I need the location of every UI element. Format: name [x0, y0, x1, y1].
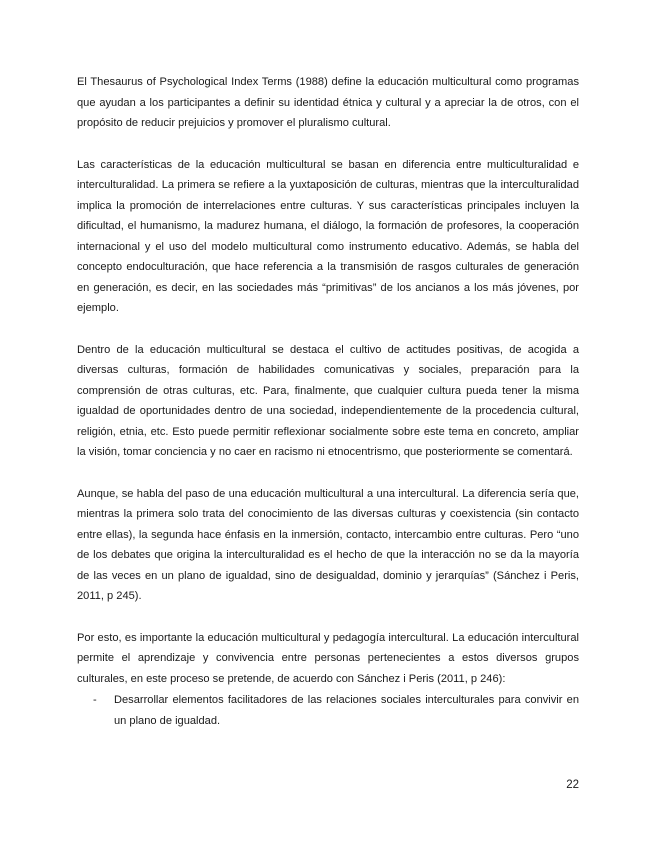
list-item	[77, 690, 579, 731]
objectives-list	[77, 690, 579, 731]
paragraph-positive-attitudes: Dentro de la educación multicultural se destaca el cultivo de actitudes positivas, de acogida a diversas culturas, formación de habilidades comunicativas y sociales, preparación para la comprensión de otras culturas, etc. Para, finalmente, que cualquier cultura pueda tener la misma igualdad de oportunidades dentro de una sociedad, independientemente de la procedencia cultural, religión, etnia, etc. Esto puede permitir reflexionar socialmente sobre este tema en concreto, ampliar la visión, tomar conciencia y no caer en racismo ni etnocentrismo, que posteriormente se comentará.	[77, 343, 579, 458]
paragraph-intercultural-importance: Por esto, es importante la educación multicultural y pedagogía intercultural. La educación intercultural permite el aprendizaje y convivencia entre personas pertenecientes a estos diversos grupos culturales, en este proceso se pretende, de acuerdo con Sánchez i Peris (2011, p 246):	[77, 631, 579, 685]
page-number: 22	[566, 779, 579, 791]
list-item-text: Desarrollar elementos facilitadores de las relaciones sociales interculturales para convivir en un plano de igualdad.	[114, 694, 579, 727]
paragraph-intercultural-shift: Aunque, se habla del paso de una educación multicultural a una intercultural. La diferencia sería que, mientras la primera solo trata del conocimiento de las diversas culturas y coexistencia (sin contacto entre ellas), la segunda hace énfasis en la inmersión, contacto, intercambio entre culturas. Pero “uno de los debates que origina la interculturalidad es el hecho de que la interacción no se da la mayoría de las veces en un plano de igualdad, sino de desigualdad, dominio y jerarquías” (Sánchez i Peris, 2011, p 245).	[77, 487, 579, 602]
paragraph-thesaurus-definition: El Thesaurus of Psychological Index Terms (1988) define la educación multicultural como programas que ayudan a los participantes a definir su identidad étnica y cultural y a apreciar la de otros, con el propósito de reducir prejuicios y promover el pluralismo cultural.	[77, 76, 579, 129]
page-body	[77, 72, 579, 731]
paragraph-multicultural-characteristics: Las características de la educación multicultural se basan en diferencia entre multiculturalidad e interculturalidad. La primera se refiere a la yuxtaposición de culturas, mientras que la interculturalidad implica la promoción de interrelaciones entre culturas. Y sus características principales incluyen la dificultad, el humanismo, la madurez humana, el diálogo, la formación de profesores, la cooperación internacional y el uso del modelo multicultural como instrumento educativo. Además, se habla del concepto endoculturación, que hace referencia a la transmisión de rasgos culturales de generación en generación, es decir, en las sociedades más “primitivas” de los ancianos a los más jóvenes, por ejemplo.	[77, 158, 579, 314]
list-marker: -	[93, 694, 97, 706]
